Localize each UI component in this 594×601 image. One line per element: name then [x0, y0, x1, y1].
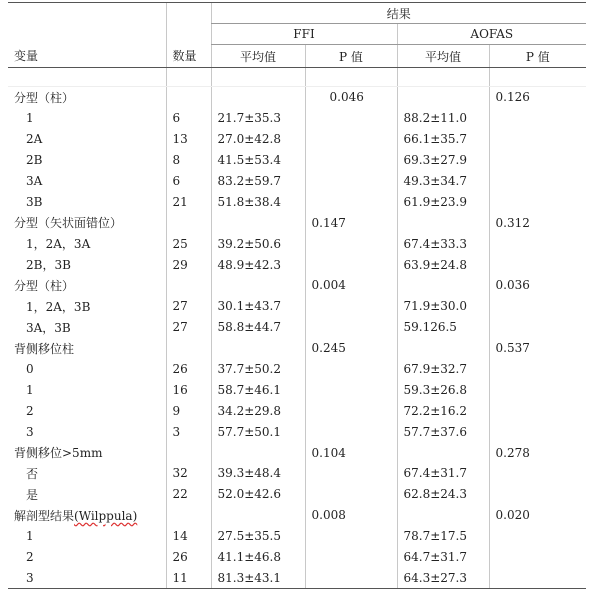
aofas-p-cell: 0.020	[489, 505, 586, 526]
aofas-mean-cell	[397, 505, 489, 526]
row-label-text: 否	[26, 466, 39, 481]
item-label	[8, 359, 166, 380]
ffi-p-cell	[305, 296, 397, 317]
count-cell: 9	[166, 400, 211, 421]
ffi-mean-cell: 30.1±43.7	[211, 296, 305, 317]
row-label-text: 2	[26, 550, 34, 565]
table-row	[8, 463, 586, 484]
header-row-measures	[8, 24, 586, 45]
row-label-text: 1	[26, 382, 34, 397]
row-label-text: 分型（柱）	[14, 90, 75, 105]
ffi-p-cell	[305, 254, 397, 275]
ffi-p-cell: 0.104	[305, 442, 397, 463]
aofas-p-cell	[489, 526, 586, 547]
ffi-mean-cell	[211, 87, 305, 108]
table-row	[8, 108, 586, 129]
aofas-p-cell	[489, 108, 586, 129]
ffi-mean-cell	[211, 338, 305, 359]
ffi-p-cell	[305, 317, 397, 338]
count-cell: 14	[166, 526, 211, 547]
aofas-mean-cell: 57.7±37.6	[397, 421, 489, 442]
aofas-p-cell	[489, 421, 586, 442]
row-label-text: 解剖型结果	[14, 508, 75, 523]
row-label-text: 1	[26, 529, 34, 544]
count-cell: 32	[166, 463, 211, 484]
aofas-mean-cell: 64.7±31.7	[397, 547, 489, 568]
aofas-p-cell	[489, 567, 586, 588]
item-label	[8, 547, 166, 568]
row-label-extra: (Wilppula)	[74, 508, 138, 523]
aofas-header: AOFAS	[397, 24, 586, 45]
aofas-p-cell	[489, 150, 586, 171]
count-cell: 26	[166, 359, 211, 380]
aofas-mean-cell: 61.9±23.9	[397, 191, 489, 212]
item-label	[8, 484, 166, 505]
item-label	[8, 254, 166, 275]
table-row	[8, 567, 586, 588]
ffi-p-cell	[305, 400, 397, 421]
ffi-mean-cell: 58.7±46.1	[211, 379, 305, 400]
aofas-mean-cell: 78.7±17.5	[397, 526, 489, 547]
ffi-p-cell	[305, 150, 397, 171]
aofas-mean-cell	[397, 275, 489, 296]
row-label-text: 1	[26, 111, 34, 126]
table-row	[8, 526, 586, 547]
ffi-p-cell: 0.046	[305, 87, 397, 108]
item-label	[8, 296, 166, 317]
count-cell: 21	[166, 191, 211, 212]
aofas-mean-cell: 66.1±35.7	[397, 129, 489, 150]
item-label	[8, 191, 166, 212]
aofas-mean-cell: 59.3±26.8	[397, 379, 489, 400]
table-row	[8, 317, 586, 338]
aofas-p-cell: 0.126	[489, 87, 586, 108]
item-label	[8, 400, 166, 421]
table-row	[8, 359, 586, 380]
count-cell: 6	[166, 171, 211, 192]
item-label	[8, 150, 166, 171]
aofas-p-cell: 0.312	[489, 212, 586, 233]
row-label-text: 是	[26, 487, 39, 502]
item-label	[8, 233, 166, 254]
count-cell	[166, 442, 211, 463]
group-label	[8, 442, 166, 463]
aofas-mean-cell	[397, 212, 489, 233]
row-label-text: 分型（矢状面错位）	[14, 216, 123, 231]
table-row	[8, 547, 586, 568]
aofas-mean-cell: 67.4±33.3	[397, 233, 489, 254]
row-label-text: 1，2A，3B	[26, 299, 91, 314]
ffi-mean-cell: 52.0±42.6	[211, 484, 305, 505]
aofas-p-cell	[489, 359, 586, 380]
item-label	[8, 379, 166, 400]
table-row	[8, 129, 586, 150]
row-label-text: 3	[26, 570, 34, 585]
count-cell	[166, 212, 211, 233]
aofas-mean-header: 平均值	[397, 45, 489, 68]
table-row	[8, 150, 586, 171]
ffi-p-cell	[305, 484, 397, 505]
count-cell: 6	[166, 108, 211, 129]
ffi-mean-cell: 41.5±53.4	[211, 150, 305, 171]
ffi-p-cell	[305, 567, 397, 588]
aofas-p-cell	[489, 484, 586, 505]
aofas-p-cell: 0.036	[489, 275, 586, 296]
row-label-text: 3B	[26, 194, 43, 209]
table-row	[8, 296, 586, 317]
ffi-mean-cell: 81.3±43.1	[211, 567, 305, 588]
ffi-p-cell	[305, 191, 397, 212]
row-label-text: 2B，3B	[26, 258, 71, 273]
aofas-p-cell	[489, 171, 586, 192]
ffi-mean-cell	[211, 442, 305, 463]
aofas-p-cell	[489, 400, 586, 421]
aofas-mean-cell: 69.3±27.9	[397, 150, 489, 171]
results-table	[8, 2, 586, 589]
results-header: 结果	[211, 3, 586, 24]
aofas-mean-cell: 67.9±32.7	[397, 359, 489, 380]
ffi-p-cell	[305, 379, 397, 400]
row-label-text: 2	[26, 403, 34, 418]
group-label	[8, 87, 166, 108]
aofas-p-cell	[489, 463, 586, 484]
ffi-p-cell: 0.147	[305, 212, 397, 233]
aofas-mean-cell	[397, 338, 489, 359]
item-label	[8, 129, 166, 150]
row-label-text: 3A	[26, 174, 43, 188]
count-cell: 29	[166, 254, 211, 275]
ffi-mean-cell: 37.7±50.2	[211, 359, 305, 380]
ffi-p-cell	[305, 421, 397, 442]
table-row	[8, 191, 586, 212]
group-label	[8, 338, 166, 359]
header-row-results	[8, 3, 586, 24]
aofas-mean-cell: 88.2±11.0	[397, 108, 489, 129]
group-label	[8, 505, 166, 526]
ffi-mean-cell: 41.1±46.8	[211, 547, 305, 568]
ffi-mean-cell: 21.7±35.3	[211, 108, 305, 129]
aofas-mean-cell: 67.4±31.7	[397, 463, 489, 484]
aofas-p-cell	[489, 233, 586, 254]
item-label	[8, 108, 166, 129]
ffi-mean-cell: 27.5±35.5	[211, 526, 305, 547]
table-row	[8, 379, 586, 400]
row-label-text: 分型（柱）	[14, 278, 75, 293]
item-label	[8, 421, 166, 442]
aofas-p-cell	[489, 317, 586, 338]
group-row	[8, 212, 586, 233]
aofas-mean-cell: 62.8±24.3	[397, 484, 489, 505]
count-cell	[166, 505, 211, 526]
table-row	[8, 421, 586, 442]
variable-header: 变量	[8, 45, 166, 68]
results-table-container	[8, 2, 586, 598]
item-label	[8, 171, 166, 192]
ffi-mean-cell: 58.8±44.7	[211, 317, 305, 338]
ffi-mean-cell: 51.8±38.4	[211, 191, 305, 212]
ffi-p-cell	[305, 547, 397, 568]
ffi-mean-cell	[211, 275, 305, 296]
aofas-mean-cell: 49.3±34.7	[397, 171, 489, 192]
count-cell	[166, 275, 211, 296]
ffi-p-cell	[305, 359, 397, 380]
aofas-p-cell	[489, 191, 586, 212]
row-label-text: 背侧移位>5mm	[14, 446, 103, 461]
row-label-text: 3A，3B	[26, 320, 71, 335]
group-row	[8, 87, 586, 108]
row-label-text: 1，2A，3A	[26, 237, 91, 252]
group-row	[8, 442, 586, 463]
row-label-text: 3	[26, 424, 34, 439]
count-cell: 27	[166, 296, 211, 317]
ffi-p-cell	[305, 171, 397, 192]
ffi-p-cell: 0.245	[305, 338, 397, 359]
count-cell: 13	[166, 129, 211, 150]
table-row	[8, 233, 586, 254]
aofas-p-cell: 0.537	[489, 338, 586, 359]
header-row-columns	[8, 45, 586, 68]
count-cell: 11	[166, 567, 211, 588]
aofas-p-cell	[489, 254, 586, 275]
header-spacer-row	[8, 68, 586, 87]
ffi-p-cell	[305, 463, 397, 484]
ffi-mean-cell	[211, 212, 305, 233]
ffi-mean-cell: 39.2±50.6	[211, 233, 305, 254]
ffi-mean-cell	[211, 505, 305, 526]
ffi-mean-header: 平均值	[211, 45, 305, 68]
ffi-p-cell	[305, 233, 397, 254]
group-label	[8, 212, 166, 233]
item-label	[8, 463, 166, 484]
aofas-p-cell: 0.278	[489, 442, 586, 463]
count-cell: 3	[166, 421, 211, 442]
count-cell: 25	[166, 233, 211, 254]
ffi-p-cell	[305, 108, 397, 129]
aofas-p-cell	[489, 379, 586, 400]
table-row	[8, 400, 586, 421]
group-row	[8, 275, 586, 296]
table-row	[8, 254, 586, 275]
row-label-text: 2A	[26, 132, 43, 147]
ffi-p-cell: 0.004	[305, 275, 397, 296]
row-label-text: 0	[26, 362, 34, 377]
aofas-mean-cell: 64.3±27.3	[397, 567, 489, 588]
aofas-p-cell	[489, 129, 586, 150]
count-cell: 27	[166, 317, 211, 338]
item-label	[8, 526, 166, 547]
ffi-mean-cell: 57.7±50.1	[211, 421, 305, 442]
count-cell: 16	[166, 379, 211, 400]
ffi-mean-cell: 83.2±59.7	[211, 171, 305, 192]
item-label	[8, 317, 166, 338]
ffi-p-header: P 值	[305, 45, 397, 68]
count-header: 数量	[166, 45, 211, 68]
table-row	[8, 484, 586, 505]
ffi-mean-cell: 39.3±48.4	[211, 463, 305, 484]
ffi-p-cell	[305, 526, 397, 547]
row-label-text: 2B	[26, 153, 43, 168]
group-row	[8, 505, 586, 526]
ffi-mean-cell: 27.0±42.8	[211, 129, 305, 150]
aofas-mean-cell: 59.126.5	[397, 317, 489, 338]
ffi-mean-cell: 48.9±42.3	[211, 254, 305, 275]
row-label-text: 背侧移位柱	[14, 341, 75, 356]
count-cell	[166, 87, 211, 108]
ffi-header: FFI	[211, 24, 397, 45]
aofas-p-cell	[489, 547, 586, 568]
aofas-mean-cell: 72.2±16.2	[397, 400, 489, 421]
results-body	[8, 87, 586, 589]
aofas-mean-cell	[397, 442, 489, 463]
aofas-mean-cell	[397, 87, 489, 108]
count-cell: 8	[166, 150, 211, 171]
group-row	[8, 338, 586, 359]
item-label	[8, 567, 166, 588]
aofas-p-header: P 值	[489, 45, 586, 68]
aofas-p-cell	[489, 296, 586, 317]
aofas-mean-cell: 71.9±30.0	[397, 296, 489, 317]
ffi-p-cell: 0.008	[305, 505, 397, 526]
table-row	[8, 171, 586, 192]
count-cell: 26	[166, 547, 211, 568]
count-cell: 22	[166, 484, 211, 505]
ffi-p-cell	[305, 129, 397, 150]
ffi-mean-cell: 34.2±29.8	[211, 400, 305, 421]
aofas-mean-cell: 63.9±24.8	[397, 254, 489, 275]
count-cell	[166, 338, 211, 359]
group-label	[8, 275, 166, 296]
